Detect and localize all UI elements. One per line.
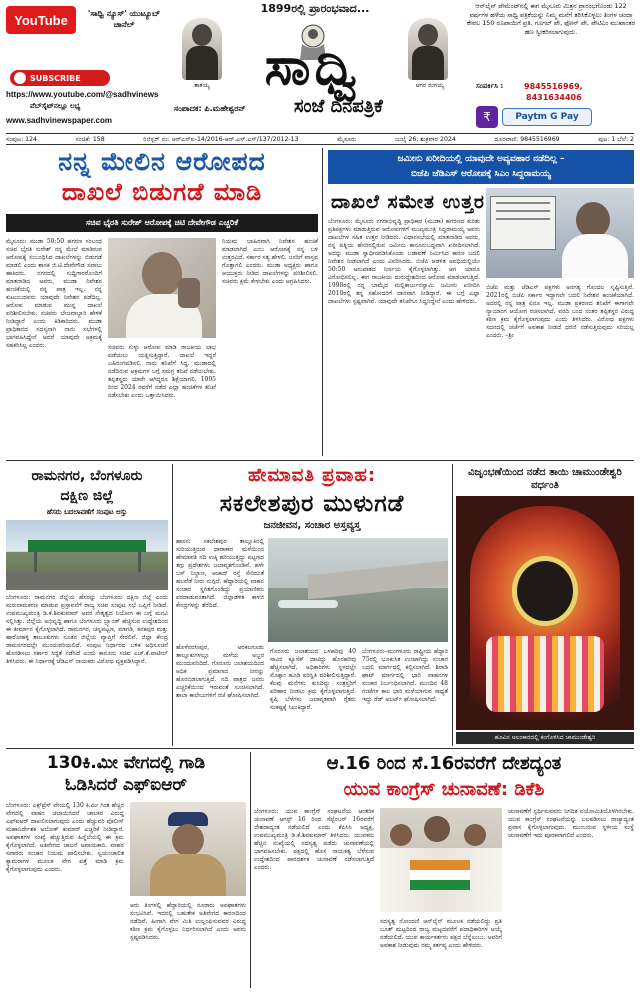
story7 — [254, 752, 634, 988]
left-portrait-caption: ತಾತಯ್ಯ — [194, 82, 210, 89]
story2-kicker: ಜಮೀನು ಖರೀದಿಯಲ್ಲಿ ಯಾವುದೇ ಅವ್ಯವಹಾರ ನಡೆದಿಲ್ಲ – — [397, 154, 565, 164]
channel-label: 'ಸಾಧ್ವಿ ನ್ಯೂಸ್' ಯುಟ್ಯೂಬ್ ಚಾನೆಲ್ — [87, 9, 161, 29]
promo-panel — [466, 2, 636, 130]
column-divider — [250, 752, 251, 988]
dateline-registration: ರಿಜಿಸ್ಟರ್ ನಂ: ಆರ್‌ಎನ್‌ಐ-14/2016-ಆರ್.ಎಸ್.ಎಸ್/137/2012-13 — [143, 136, 299, 143]
masthead-center — [170, 0, 460, 124]
story1 — [6, 148, 318, 458]
story7-body-left: ಬೆಂಗಳೂರು: ಯುವ ಕಾಂಗ್ರೆಸ್ ಸಂಘಟನೆಯ ಆಂತರಿಕ ಚುನಾವಣೆ ಆಗಸ್ಟ್ 16 ರಿಂದ ಸೆಪ್ಟೆಂಬರ್ 16ರವರೆಗೆ ದೇಶದಾದ್ಯಂತ ನಡೆಯಲಿದೆ ಎಂದು ಕೆಪಿಸಿಸಿ ಅಧ್ಯಕ್ಷ, ಉಪಮುಖ್ಯಮಂತ್ರಿ ಡಿ.ಕೆ.ಶಿವಕುಮಾರ್ ತಿಳಿಸಿದರು. ಯುವಕರು ಹೆಚ್ಚಿನ ಸಂಖ್ಯೆಯಲ್ಲಿ ಸದಸ್ಯತ್ವ ಪಡೆದು ಚುನಾವಣೆಯಲ್ಲಿ ಭಾಗವಹಿಸಬೇಕು. ಪಕ್ಷದಲ್ಲಿ ಹೊಸ ನಾಯಕತ್ವ ಬೆಳೆಸುವ ಉದ್ದೇಶದಿಂದ ಪಾರದರ್ಶಕ ಚುನಾವಣೆ ನಡೆಸಲಾಗುತ್ತಿದೆ ಎಂದರು. — [254, 808, 374, 871]
story4-body-mid: ಹೊಳೆನರಸೀಪುರ, ಅರಕಲಗೂಡು ತಾಲ್ಲೂಕುಗಳಲ್ಲೂ ಮಳೆಯ ಅಬ್ಬರ ಮುಂದುವರಿದಿದೆ. ಗೊರೂರು ಜಲಾಶಯದಿಂದ ಅಧಿಕ ಪ್ರಮಾಣದ ನೀರನ್ನು ಹೊರಬಿಡಲಾಗುತ್ತಿದೆ. ನದಿ ಪಾತ್ರದ ಜನರು ಎಚ್ಚರಿಕೆಯಿಂದ ಇರುವಂತೆ ಸೂಚಿಸಲಾಗಿದೆ. ಶಾಲಾ ಕಾಲೇಜುಗಳಿಗೆ ರಜೆ ಘೋಷಿಸಲಾಗಿದೆ. — [176, 644, 264, 699]
story4-body-right: ಗೊರೂರು ಜಲಾಶಯದ ಒಳಹರಿವು 40 ಸಾವಿರ ಕ್ಯೂಸೆಕ್ ದಾಟಿದ್ದು ಹೊರಹರಿವು ಹೆಚ್ಚಿಸಲಾಗಿದೆ. ಅಧಿಕಾರಿಗಳು ಸ್ಥಳದಲ್ಲೇ ಮೊಕ್ಕಾಂ ಹೂಡಿ ಪರಿಸ್ಥಿತಿ ಪರಿಶೀಲಿಸುತ್ತಿದ್ದಾರೆ. ಕೆಲವು ಮನೆಗಳು ಕುಸಿದಿದ್ದು ಸಂತ್ರಸ್ತರಿಗೆ ಪರಿಹಾರ ನೀಡಲು ಕ್ರಮ ಕೈಗೊಳ್ಳಲಾಗುತ್ತಿದೆ. ಕೃಷಿ ಬೆಳೆಗಳು ಜಲಾವೃತವಾಗಿ ರೈತರು ಸಂಕಷ್ಟಕ್ಕೆ ಸಿಲುಕಿದ್ದಾರೆ. — [270, 648, 356, 711]
story3-headline-line2: ದಕ್ಷಿಣ ಜಿಲ್ಲೆ — [60, 488, 114, 504]
story6 — [6, 752, 246, 988]
story1-body-right: ನಿಯಮ ಬಾಹಿರವಾಗಿ ನಿವೇಶನ ಹಂಚಿಕೆ ಮಾಡಲಾಗಿದೆ ಎಂಬ ಆರೋಪಕ್ಕೆ ನನ್ನ ಬಳಿ ಉತ್ತರವಿದೆ. ಸರ್ಕಾರ ಸತ್ಯ ಹೇಳಲಿ. ಜನರಿಗೆ ವಾಸ್ತವ ಗೊತ್ತಾಗಲಿ ಎಂದರು. ಮುಡಾ ಅಧ್ಯಕ್ಷರು ಹಾಗೂ ಆಯುಕ್ತರು ನೀಡಿದ ದಾಖಲೆಗಳನ್ನು ಪರಿಶೀಲಿಸಲಿ. ಸಚಿವರು ಕ್ಷಮೆ ಕೇಳಬೇಕು ಎಂದು ಆಗ್ರಹಿಸಿದರು. — [222, 238, 318, 285]
story4-body-far: ಬೆಂಗಳೂರು–ಮಂಗಳೂರು ರಾಷ್ಟ್ರೀಯ ಹೆದ್ದಾರಿ 75ರಲ್ಲಿ ಭೂಕುಸಿತ ಉಂಟಾಗಿದ್ದು ಸಂಚಾರ ಬದಲಿ ಮಾರ್ಗದಲ್ಲಿ ಕಲ್ಪಿಸಲಾಗಿದೆ. ಶಿರಾಡಿ ಘಾಟ್ ಮಾರ್ಗದಲ್ಲಿ ಭಾರಿ ವಾಹನಗಳ ಸಂಚಾರ ನಿರ್ಬಂಧಿಸಲಾಗಿದೆ. ಮುಂದಿನ 48 ಗಂಟೆಗಳ ಕಾಲ ಭಾರಿ ಮಳೆಯಾಗುವ ಸಾಧ್ಯತೆ ಇದ್ದು ರೆಡ್ ಅಲರ್ಟ್ ಘೋಷಿಸಲಾಗಿದೆ. — [362, 648, 448, 703]
story6-body-right: ಆರು ತಿಂಗಳಲ್ಲಿ ಹೆದ್ದಾರಿಯಲ್ಲಿ ನೂರಾರು ಅಪಘಾತಗಳು ಸಂಭವಿಸಿವೆ. ಇದರಲ್ಲಿ ಬಹುತೇಕ ಅತಿವೇಗದ ಕಾರಣದಿಂದ ನಡೆದಿವೆ. ಹೀಗಾಗಿ ವೇಗ ಮಿತಿ ಉಲ್ಲಂಘಿಸುವವರ ವಿರುದ್ಧ ಕಠಿಣ ಕ್ರಮ ಕೈಗೊಳ್ಳಲು ನಿರ್ಧರಿಸಲಾಗಿದೆ ಎಂದು ಅವರು ಸ್ಪಷ್ಟಪಡಿಸಿದರು. — [130, 902, 246, 941]
phone-1: 9845516969, — [524, 82, 583, 91]
story7-photo — [380, 808, 502, 912]
story1-photo — [108, 238, 216, 338]
story4-headline: ಸಕಲೇಶಪುರ ಮುಳುಗಡೆ — [219, 491, 405, 517]
right-portrait-caption: ಆಗರ ರಂಗಯ್ಯ — [415, 82, 445, 89]
dateline-place: ಮೈಸೂರು — [337, 136, 357, 143]
youtube-label: YouTube — [14, 12, 68, 28]
story1-headline-line2: ದಾಖಲೆ ಬಿಡುಗಡೆ ಮಾಡಿ — [61, 178, 263, 206]
story3-subhead: ಹೆಸರು ಬದಲಾವಣೆಗೆ ಸಂಪುಟ ಅಸ್ತು — [46, 508, 128, 516]
story2-body-right: ಬಿಜೆಪಿ ಮತ್ತು ಜೆಡಿಎಸ್ ಪಕ್ಷಗಳು ಅನಗತ್ಯ ಗೊಂದಲ ಸೃಷ್ಟಿಸುತ್ತಿವೆ. 2021ರಲ್ಲಿ ಬಿಜೆಪಿ ಸರ್ಕಾರ ಇದ್ದಾಗಲೇ ಬದಲಿ ನಿವೇಶನ ಹಂಚಿಕೆಯಾಗಿದೆ. ಅದರಲ್ಲಿ ನನ್ನ ಪಾತ್ರ ಏನೂ ಇಲ್ಲ. ಮುಡಾ ಪ್ರಕರಣದ ತನಿಖೆಗೆ ಈಗಾಗಲೇ ನ್ಯಾಯಾಂಗ ಆಯೋಗ ರಚಿಸಲಾಗಿದೆ. ವರದಿ ಬಂದ ನಂತರ ತಪ್ಪಿತಸ್ಥರ ವಿರುದ್ಧ ಕಠಿಣ ಕ್ರಮ ಕೈಗೊಳ್ಳಲಾಗುವುದು ಎಂದು ತಿಳಿಸಿದರು. ವಿರೋಧ ಪಕ್ಷಗಳು ಸದನದಲ್ಲಿ ಚರ್ಚೆಗೆ ಅವಕಾಶ ನೀಡದೆ ಧರಣಿ ನಡೆಸುತ್ತಿರುವುದು ಸರಿಯಲ್ಲ ಎಂದರು. –ಶ್ರೀ — [486, 284, 634, 339]
story2-body-left: ಬೆಂಗಳೂರು: ಮೈಸೂರು ನಗರಾಭಿವೃದ್ಧಿ ಪ್ರಾಧಿಕಾರ (ಮುಡಾ) ಹಗರಣದ ಕುರಿತು ಪ್ರತಿಪಕ್ಷಗಳು ಮಾಡುತ್ತಿರುವ ಆರೋಪಗಳಿಗೆ ಮುಖ್ಯಮಂತ್ರಿ ಸಿದ್ದರಾಮಯ್ಯ ಅವರು ದಾಖಲೆಗಳ ಸಹಿತ ಉತ್ತರ ನೀಡಿದರು. ವಿಧಾನಸಭೆಯಲ್ಲಿ ಮಾತನಾಡಿದ ಅವರು, ನನ್ನ ಪತ್ನಿಯ ಹೆಸರಿನಲ್ಲಿರುವ ಜಮೀನು ಕಾನೂನುಬದ್ಧವಾಗಿ ಖರೀದಿಸಲಾಗಿದೆ. ಅದನ್ನು ಮುಡಾ ಸ್ವಾಧೀನಪಡಿಸಿಕೊಂಡು ಬಡಾವಣೆ ನಿರ್ಮಿಸಿದ ಕಾರಣ ಬದಲಿ ನಿವೇಶನ ನೀಡಲಾಗಿದೆ ಎಂದು ವಿವರಿಸಿದರು. ಬಿಜೆಪಿ ಆಡಳಿತ ಅವಧಿಯಲ್ಲಿಯೇ 50:50 ಅನುಪಾತದ ನಿರ್ಣಯ ಕೈಗೊಳ್ಳಲಾಗಿತ್ತು. ಆಗ ಯಾರೂ ವಿರೋಧಿಸಲಿಲ್ಲ. ಈಗ ರಾಜಕೀಯ ದುರುದ್ದೇಶದಿಂದ ಆರೋಪ ಮಾಡಲಾಗುತ್ತಿದೆ. 1998ರಲ್ಲಿ ನನ್ನ ಬಾಮೈದ ಮಲ್ಲಿಕಾರ್ಜುನಸ್ವಾಮಿ ಜಮೀನು ಖರೀದಿಸಿ 2010ರಲ್ಲಿ ತನ್ನ ಸಹೋದರಿಗೆ ದಾನವಾಗಿ ನೀಡಿದ್ದಾರೆ. ಈ ಬಗ್ಗೆ ಎಲ್ಲಾ ದಾಖಲೆಗಳು ಸ್ಪಷ್ಟವಾಗಿವೆ. ಯಾವುದೇ ತನಿಖೆಗೂ ಸಿದ್ಧನಿದ್ದೇನೆ ಎಂದು ಹೇಳಿದರು. — [328, 218, 480, 305]
section-divider — [6, 460, 634, 461]
story4 — [176, 464, 448, 746]
story1-body-mid: ಸಚಿವರು ಸುಳ್ಳು ಆರೋಪ ಮಾಡಿ ರಾಜಕೀಯ ಲಾಭ ಪಡೆಯಲು ಯತ್ನಿಸುತ್ತಿದ್ದಾರೆ. ದಾಖಲೆ ಇದ್ದರೆ ಬಹಿರಂಗಪಡಿಸಲಿ. ನಾನು ತನಿಖೆಗೆ ಸಿದ್ಧ. ಮುಡಾದಲ್ಲಿ ನಡೆದಿರುವ ಅಕ್ರಮಗಳ ಬಗ್ಗೆ ಸಮಗ್ರ ತನಿಖೆ ನಡೆಯಬೇಕು. ತಪ್ಪಿತಸ್ಥರು ಯಾರೇ ಆಗಿದ್ದರೂ ಶಿಕ್ಷೆಯಾಗಲಿ. 1995 ರಿಂದ 2024 ರವರೆಗೆ ನಡೆದ ಎಲ್ಲಾ ಹಂಚಿಕೆಗಳ ತನಿಖೆ ನಡೆಸಬೇಕು ಎಂದು ಒತ್ತಾಯಿಸಿದರು. — [108, 344, 216, 399]
youtube-logo — [6, 6, 76, 34]
story7-headline-line1: ಆ.16 ರಿಂದ ಸೆ.16ರವರೆಗೆ ದೇಶದ್ಯಂತ — [326, 753, 562, 774]
contact-label: ಸಂಪರ್ಕಿಸಿ : — [476, 82, 504, 90]
story5-photo — [456, 496, 634, 730]
pay-badge — [502, 108, 592, 126]
story2-kicker2: ಬಿಜೆಪಿ ಜೆಡಿಎಸ್ ಆರೋಪಕ್ಕೆ ಸಿಎಂ ಸಿದ್ದರಾಮಯ್ಯ — [410, 169, 552, 179]
story6-body-left: ಬೆಂಗಳೂರು: ಎಕ್ಸ್‌ಪ್ರೆಸ್ ವೇಯಲ್ಲಿ 130 ಕಿ.ಮೀ ಗಿಂತ ಹೆಚ್ಚಿನ ವೇಗದಲ್ಲಿ ವಾಹನ ಚಲಾಯಿಸಿದರೆ ಚಾಲಕರ ವಿರುದ್ಧ ಎಫ್‌ಐಆರ್ ದಾಖಲಿಸಲಾಗುವುದು ಎಂದು ಹೆಚ್ಚುವರಿ ಪೊಲೀಸ್ ಮಹಾನಿರ್ದೇಶಕ ಅಲೋಕ್ ಕುಮಾರ್ ಎಚ್ಚರಿಕೆ ನೀಡಿದ್ದಾರೆ. ಅಪಘಾತಗಳ ಸಂಖ್ಯೆ ಹೆಚ್ಚುತ್ತಿರುವ ಹಿನ್ನೆಲೆಯಲ್ಲಿ ಈ ಕ್ರಮ ಕೈಗೊಳ್ಳಲಾಗಿದೆ. ಅತಿವೇಗದ ಚಾಲನೆ ಅಪಾಯಕಾರಿ. ವಾಹನ ಸವಾರರು ಸಂಚಾರ ನಿಯಮ ಪಾಲಿಸಬೇಕು. ಸ್ವಯಂಚಾಲಿತ ಕ್ಯಾಮರಾಗಳ ಮೂಲಕ ವೇಗ ಪತ್ತೆ ಮಾಡಿ ಕ್ರಮ ಕೈಗೊಳ್ಳಲಾಗುವುದು ಎಂದರು. — [6, 802, 124, 873]
story7-body-mid: ಸದಸ್ಯತ್ವ ನೋಂದಣಿ ಆನ್‌ಲೈನ್ ಮೂಲಕ ನಡೆಯಲಿದ್ದು ಪ್ರತಿ ಬೂತ್ ಮಟ್ಟದಿಂದ ರಾಜ್ಯ ಮಟ್ಟದವರೆಗೆ ಪದಾಧಿಕಾರಿಗಳ ಆಯ್ಕೆ ನಡೆಯಲಿದೆ. ಯುವ ಕಾರ್ಯಕರ್ತರು ಪಕ್ಷದ ಬೆನ್ನೆಲುಬು. ಅವರಿಗೆ ಅವಕಾಶ ನೀಡುವುದು ನಮ್ಮ ಕರ್ತವ್ಯ ಎಂದು ಹೇಳಿದರು. — [380, 918, 502, 949]
column-divider — [322, 148, 323, 456]
section-divider — [6, 748, 634, 749]
website-note: ವೆಬ್‌ಸೈಟ್‌ನಲ್ಲೂ ಲಭ್ಯ — [30, 102, 81, 110]
story5 — [456, 464, 634, 746]
phonepe-badge: ₹ — [476, 106, 498, 128]
story4-subhead: ಜನಜೀವನ, ಸಂಚಾರ ಅಸ್ತವ್ಯಸ್ತ — [263, 520, 361, 531]
portrait-left — [182, 18, 222, 80]
youtube-url[interactable]: https://www.youtube.com/@sadhvinews — [6, 90, 159, 99]
subscribe-label: SUBSCRIBE — [30, 73, 81, 83]
story2-kicker-bar — [328, 150, 634, 184]
story3-body: ಬೆಂಗಳೂರು: ರಾಮನಗರ ಜಿಲ್ಲೆಯ ಹೆಸರನ್ನು ಬೆಂಗಳೂರು ದಕ್ಷಿಣ ಜಿಲ್ಲೆ ಎಂದು ಮರುನಾಮಕರಣ ಮಾಡುವ ಪ್ರಸ್ತಾವನೆಗೆ ರಾಜ್ಯ ಸಚಿವ ಸಂಪುಟ ಸಭೆ ಒಪ್ಪಿಗೆ ನೀಡಿದೆ. ಉಪಮುಖ್ಯಮಂತ್ರಿ ಡಿ.ಕೆ.ಶಿವಕುಮಾರ್ ಅವರ ನೇತೃತ್ವದ ನಿಯೋಗ ಈ ಬಗ್ಗೆ ಮನವಿ ಸಲ್ಲಿಸಿತ್ತು. ಜಿಲ್ಲೆಯ ಅಭಿವೃದ್ಧಿ ಹಾಗೂ ಬೆಂಗಳೂರು ಬ್ರ್ಯಾಂಡ್ ಹೆಚ್ಚಿಸುವ ಉದ್ದೇಶದಿಂದ ಈ ತೀರ್ಮಾನ ಕೈಗೊಳ್ಳಲಾಗಿದೆ. ರಾಮನಗರ, ಚನ್ನಪಟ್ಟಣ, ಮಾಗಡಿ, ಕನಕಪುರ ಮತ್ತು ಹಾರೋಹಳ್ಳಿ ತಾಲೂಕುಗಳು ನೂತನ ಜಿಲ್ಲೆಯ ವ್ಯಾಪ್ತಿಗೆ ಸೇರಲಿವೆ. ಜಿಲ್ಲಾ ಕೇಂದ್ರ ರಾಮನಗರದಲ್ಲೇ ಮುಂದುವರಿಯಲಿದೆ. ಸಂಪುಟ ನಿರ್ಧಾರದ ಬಳಿಕ ಅಧಿಸೂಚನೆ ಹೊರಡಿಸಲು ಸರ್ಕಾರ ಸಿದ್ಧತೆ ನಡೆಸಿದೆ ಎಂದು ಕಾನೂನು ಸಚಿವ ಎಚ್.ಕೆ.ಪಾಟೀಲ್ ತಿಳಿಸಿದರು. ಈ ನಿರ್ಧಾರಕ್ಕೆ ಜೆಡಿಎಸ್ ನಾಯಕರು ವಿರೋಧ ವ್ಯಕ್ತಪಡಿಸಿದ್ದಾರೆ. — [6, 594, 168, 665]
tagline: ಸಂಜೆ ದಿನಪತ್ರಿಕೆ — [294, 96, 383, 117]
dateline-issue: ಸಂಚಿಕೆ: 158 — [75, 136, 105, 143]
story1-subhead: ಸಚಿವ ಭೈರತಿ ಸುರೇಶ್ ಆರೋಪಕ್ಕೆ ಚಿಟಿ ದೇವೇಗೌಡ ಎಚ್ಚರಿಕೆ — [85, 218, 239, 227]
story4-body-left: ಹಾಸನ: ಸಕಲೇಶಪುರ ತಾಲ್ಲೂಕಿನಲ್ಲಿ ಸುರಿಯುತ್ತಿರುವ ಧಾರಾಕಾರ ಮಳೆಯಿಂದ ಹೇಮಾವತಿ ನದಿ ಉಕ್ಕಿ ಹರಿಯುತ್ತಿದ್ದು ಪಟ್ಟಣದ ತಗ್ಗು ಪ್ರದೇಶಗಳು ಜಲಾವೃತಗೊಂಡಿವೆ. ಹಳೇ ಬಸ್ ನಿಲ್ದಾಣ, ಆಜಾದ್ ರಸ್ತೆ ಸೇರಿದಂತೆ ಹಲವೆಡೆ ನೀರು ನುಗ್ಗಿದೆ. ಹೆದ್ದಾರಿಯಲ್ಲಿ ವಾಹನ ಸಂಚಾರ ಸ್ಥಗಿತಗೊಂಡಿದ್ದು ಪ್ರಯಾಣಿಕರು ಪರದಾಡುವಂತಾಗಿದೆ. ಜಿಲ್ಲಾಡಳಿತ ಕಾಳಜಿ ಕೇಂದ್ರಗಳನ್ನು ತೆರೆದಿದೆ. — [176, 538, 264, 609]
story7-headline-line2: ಯುವ ಕಾಂಗ್ರೆಸ್ ಚುನಾವಣೆ: ಡಿಕೆಶಿ — [343, 779, 545, 800]
since-text: 1899ರಲ್ಲಿ ಪ್ರಾರಂಭವಾದ... — [260, 2, 370, 15]
story2-headline: ದಾಖಲೆ ಸಮೇತ ಉತ್ತರ — [331, 191, 485, 213]
website-url[interactable]: www.sadhvinewspaper.com — [6, 116, 112, 125]
story1-subhead-bar — [6, 214, 318, 232]
story6-headline-line2: ಓಡಿಸಿದರೆ ಎಫ್‌ಐಆರ್ — [65, 775, 187, 795]
story4-photo — [268, 538, 448, 642]
story3-headline-line1: ರಾಮನಗರ, ಬೆಂಗಳೂರು — [31, 468, 143, 484]
story2-photo — [486, 188, 634, 278]
column-divider — [452, 464, 453, 746]
dateline-volume: ಸಂಪುಟ: 124 — [6, 136, 37, 143]
story7-body-right: ಚುನಾವಣೆಗೆ ಸ್ಪರ್ಧಿಸುವವರು ನಿಗದಿತ ವಯೋಮಿತಿಯೊಳಗಿರಬೇಕು. ಯುವ ಕಾಂಗ್ರೆಸ್ ಸಂಘಟನೆಯನ್ನು ಬಲಪಡಿಸಲು ರಾಜ್ಯಾದ್ಯಂತ ಪ್ರವಾಸ ಕೈಗೊಳ್ಳಲಾಗುವುದು. ಮುಂಬರುವ ಸ್ಥಳೀಯ ಸಂಸ್ಥೆ ಚುನಾವಣೆಗೆ ಇದು ಪೂರಕವಾಗಲಿದೆ ಎಂದರು. — [508, 808, 634, 839]
story5-headline: ವಿಜೃಂಭಣೆಯಿಂದ ನಡೆದ ತಾಯಿ ಚಾಮುಂಡೇಶ್ವರಿ ವರ್ಧಂತಿ — [468, 467, 622, 491]
column-divider — [172, 464, 173, 746]
masthead-logo — [228, 20, 398, 96]
story5-caption: ಹೂವಿನ ಅಲಂಕಾರದಲ್ಲಿ ಕಂಗೊಳಿಸಿದ ಚಾಮುಂಡೇಶ್ವರಿ — [494, 734, 596, 741]
story3 — [6, 464, 168, 746]
dateline-phone: ದೂರವಾಣಿ: 9845516969 — [494, 136, 560, 143]
pay-label: Paytm G Pay — [515, 112, 579, 122]
story4-kicker: ಹೇಮಾವತಿ ಪ್ರವಾಹ: — [247, 465, 377, 486]
dateline — [6, 133, 634, 145]
editor-text: ಸಂಪಾದಕ: ಪಿ.ಮಹೇಶ್ವರನ್ — [174, 104, 246, 113]
promo-text: ಆನ್‌ಲೈನ್ ಪೇಮೆಂಟ್‌ನಲ್ಲಿ ಈಗ ಮೈಸೂರು ಮಿತ್ರನ ಪ್ರಾರಂಭಗೊಂಡು 122 ವರ್ಷಗಳ ಹಳೆಯ ಸಾಧ್ವಿ ಪತ್ರಿಕೆಯನ್ನು ನಿಮ್ಮ ಮನೆಗೆ ತರಿಸಿಕೊಳ್ಳಲು ತಿಂಗಳ ಚಂದಾ ಕೇವಲ 150 ರೂಪಾಯಿಗೆ ಪ್ರತಿ. ಗೂಗಲ್ ಪೇ, ಫೋನ್ ಪೇ, ಪೇಟಿಎಂ ಮುಖಾಂತರ ಹಣ ಸ್ವೀಕರಿಸಲಾಗುವುದು. — [466, 2, 636, 36]
bell-icon — [14, 72, 26, 84]
story3-photo — [6, 520, 168, 590]
portrait-right — [408, 18, 448, 80]
youtube-panel — [6, 4, 166, 130]
subscribe-button[interactable] — [10, 70, 110, 86]
dateline-date: ಜುಲೈ 26, ಶುಕ್ರವಾರ 2024 — [395, 136, 456, 143]
story1-headline-line1: ನನ್ನ ಮೇಲಿನ ಆರೋಪದ — [58, 147, 266, 176]
story1-body-left: ಮೈಸೂರು: ಮುಡಾ 50:50 ಹಗರಣ ಸಂಬಂಧ ಸಚಿವ ಭೈರತಿ ಸುರೇಶ್ ನನ್ನ ಮೇಲೆ ಮಾಡಿರುವ ಆರೋಪಕ್ಕೆ ಸಂಬಂಧಿಸಿದ ದಾಖಲೆಗಳನ್ನು ಬಿಡುಗಡೆ ಮಾಡಲಿ ಎಂದು ಶಾಸಕ ಜಿ.ಟಿ.ದೇವೇಗೌಡ ಸವಾಲು ಹಾಕಿದರು. ನಗರದಲ್ಲಿ ಸುದ್ದಿಗಾರರೊಂದಿಗೆ ಮಾತನಾಡಿದ ಅವರು, ಮುಡಾ ನಿವೇಶನ ಹಂಚಿಕೆಯಲ್ಲಿ ನನ್ನ ಪಾತ್ರ ಇಲ್ಲ. ನನ್ನ ಕುಟುಂಬದವರು ಯಾವುದೇ ನಿವೇಶನ ಪಡೆದಿಲ್ಲ. ಆರೋಪ ಮಾಡುವ ಮುನ್ನ ದಾಖಲೆ ಪರಿಶೀಲಿಸಬೇಕು. ಸಚಿವರು ಬೇಜವಾಬ್ದಾರಿ ಹೇಳಿಕೆ ನೀಡಿದ್ದಾರೆ ಎಂದು ಕಿಡಿಕಾರಿದರು. ಮುಡಾ ಪ್ರಾಧಿಕಾರದ ಸದಸ್ಯನಾಗಿ ನಾನು ಸಭೆಗಳಲ್ಲಿ ಭಾಗವಹಿಸಿದ್ದೇನೆ ಆದರೆ ಯಾವುದೇ ಅಕ್ರಮಕ್ಕೆ ಸಹಕರಿಸಿಲ್ಲ ಎಂದರು. — [6, 238, 102, 349]
dateline-pages: ಪುಟ: 1 ಬೆಲೆ: 2 — [598, 136, 634, 143]
story6-headline-line1: 130ಕಿ.ಮೀ ವೇಗದಲ್ಲಿ ಗಾಡಿ — [46, 753, 206, 773]
logo-text: ಸಾಧ್ವಿ — [264, 36, 362, 97]
phone-2: 8431634406 — [526, 93, 582, 102]
story5-caption-bar — [456, 732, 634, 744]
story2 — [328, 148, 634, 458]
story6-photo — [130, 802, 246, 896]
